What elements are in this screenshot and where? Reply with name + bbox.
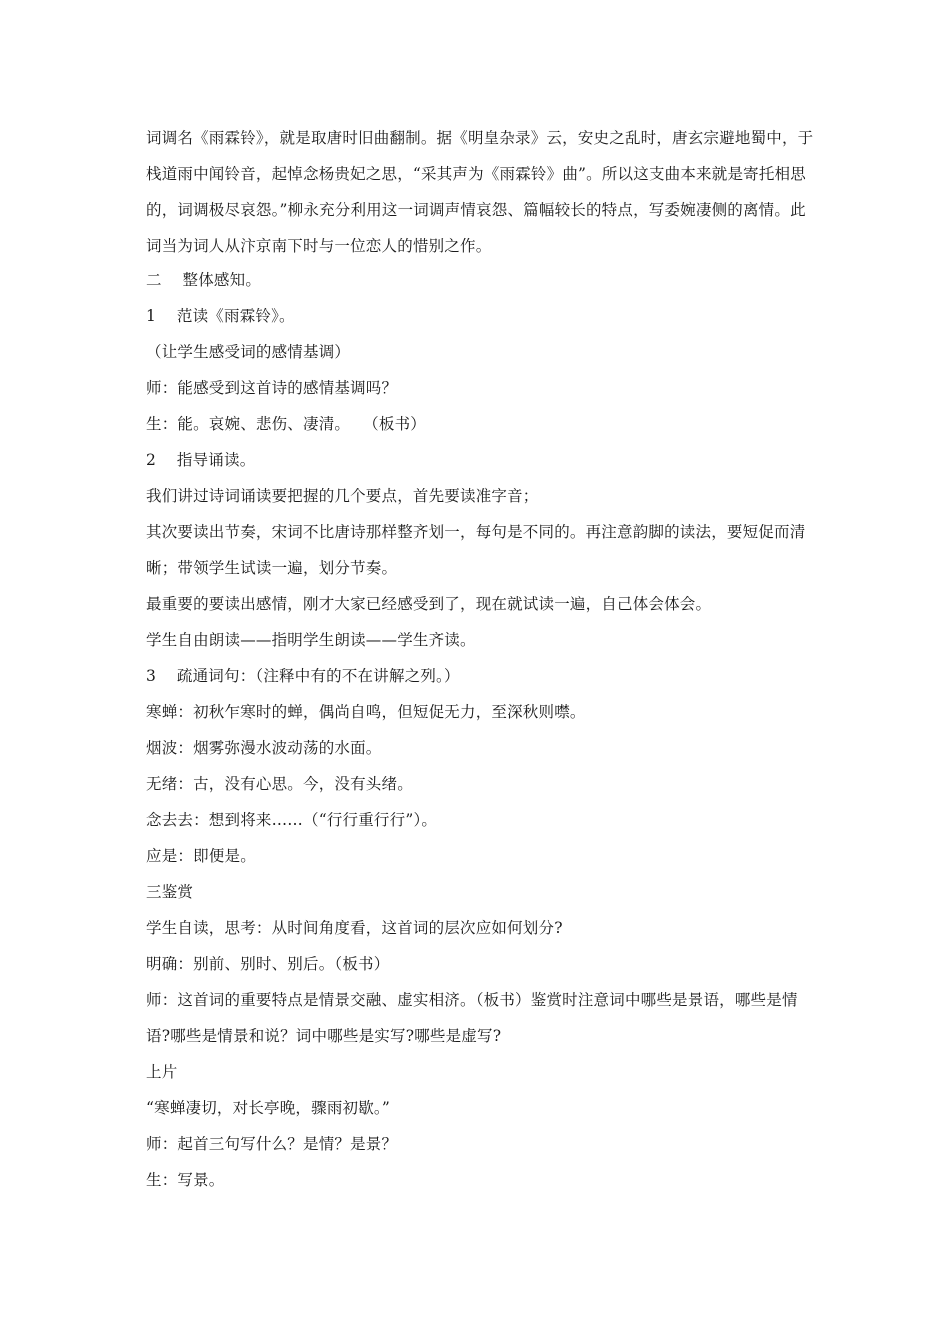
reading-sequence: 学生自由朗读——指明学生朗读——学生齐读。 bbox=[146, 631, 476, 649]
gloss-nianququ: 念去去：想到将来……（“行行重行行”）。 bbox=[146, 811, 438, 829]
note-emotional-tone: （让学生感受词的感情基调） bbox=[146, 343, 351, 361]
reading-point-pronunciation: 我们讲过诗词诵读要把握的几个要点，首先要读准字音； bbox=[146, 487, 539, 505]
teacher-question-opening: 师：起首三句写什么？是情？是景？ bbox=[146, 1135, 398, 1153]
teacher-key-features: 师：这首词的重要特点是情景交融、虚实相济。（板书）鉴赏时注意词中哪些是景语，哪些是情语?哪些是情景和说？词中哪些是实写?哪些是虚写? bbox=[146, 991, 798, 1045]
step-3-clarify-words: 3 疏通词句：（注释中有的不在讲解之列。） bbox=[146, 667, 460, 685]
gloss-yanbo: 烟波：烟雾弥漫水波动荡的水面。 bbox=[146, 739, 382, 757]
section-heading-overall-perception: 二 整体感知。 bbox=[146, 271, 262, 289]
reading-point-rhythm: 其次要读出节奏，宋词不比唐诗那样整齐划一，每句是不同的。再注意韵脚的读法，要短促而清晰；带领学生试读一遍，划分节奏。 bbox=[146, 523, 806, 577]
reading-point-emotion: 最重要的要读出感情，刚才大家已经感受到了，现在就试读一遍，自己体会体会。 bbox=[146, 595, 712, 613]
gloss-yingshi: 应是：即便是。 bbox=[146, 847, 256, 865]
step-2-guided-reading: 2 指导诵读。 bbox=[146, 451, 256, 469]
paragraph-intro: 词调名《雨霖铃》，就是取唐时旧曲翻制。据《明皇杂录》云，安史之乱时，唐玄宗避地蜀中，于栈道雨中闻铃音，起悼念杨贵妃之思，“采其声为《雨霖铃》曲”。所以这支曲本来就是寄托相思的，词调极尽哀怨。”柳永充分利用这一词调声情哀怨、篇幅较长的特点，写委婉凄侧的离情。此词当为词人从汴京南下时与一位恋人的惜别之作。 bbox=[146, 129, 814, 255]
document-page bbox=[146, 120, 816, 1198]
teacher-question-tone: 师：能感受到这首诗的感情基调吗？ bbox=[146, 379, 398, 397]
student-self-reading-question: 学生自读，思考：从时间角度看，这首词的层次应如何划分? bbox=[146, 919, 563, 937]
section-heading-appreciation: 三鉴赏 bbox=[146, 883, 194, 901]
answer-structure: 明确：别前、别时、别后。（板书） bbox=[146, 955, 390, 973]
student-answer-tone: 生：能。哀婉、悲伤、凄清。 （板书） bbox=[146, 415, 426, 433]
section-heading-first-stanza: 上片 bbox=[146, 1063, 178, 1081]
gloss-hanchan: 寒蝉：初秋乍寒时的蝉，偶尚自鸣，但短促无力，至深秋则噤。 bbox=[146, 703, 586, 721]
quoted-opening-lines: “寒蝉凄切，对长亭晚，骤雨初歇。” bbox=[146, 1099, 390, 1117]
gloss-wuxu: 无绪：古，没有心思。今，没有头绪。 bbox=[146, 775, 413, 793]
student-answer-opening: 生：写景。 bbox=[146, 1171, 225, 1189]
step-1-model-reading: 1 范读《雨霖铃》。 bbox=[146, 307, 295, 325]
